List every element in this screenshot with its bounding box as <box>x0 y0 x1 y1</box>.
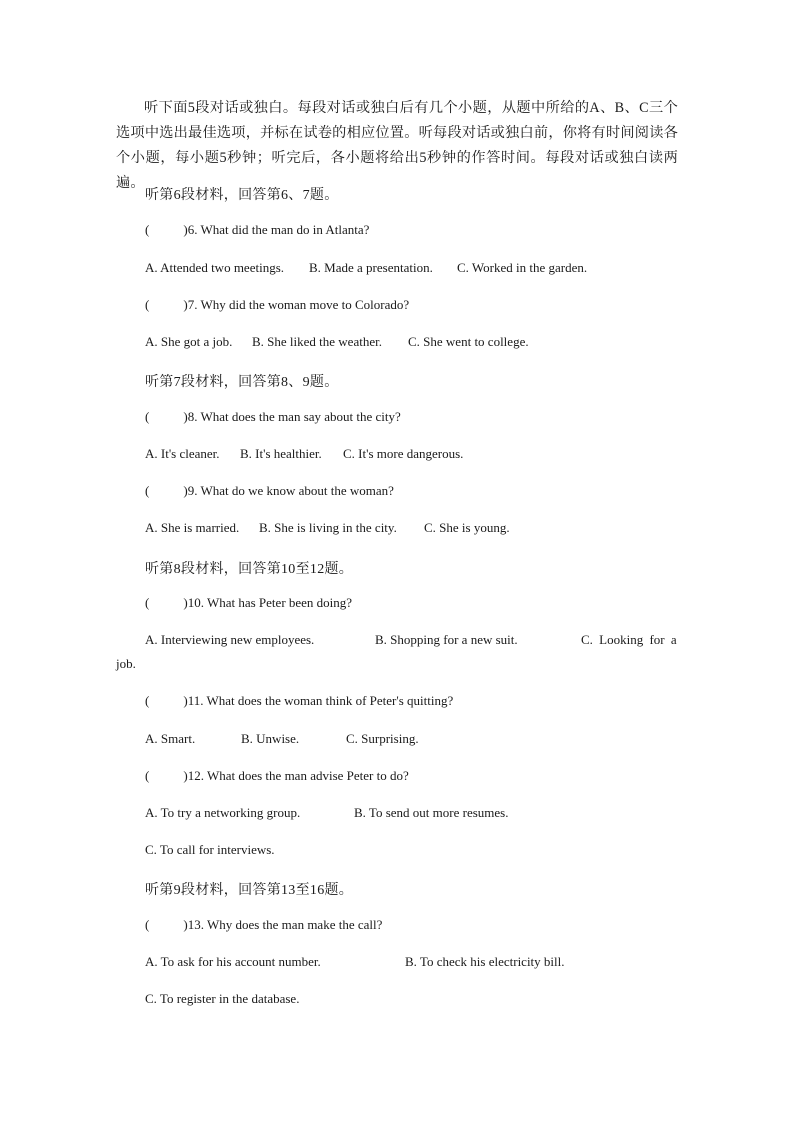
option-c: C. Surprising. <box>346 731 419 746</box>
option-a: A. To ask for his account number. <box>145 954 321 969</box>
question-text: 8. What does the man say about the city? <box>187 409 401 424</box>
option-c: C. She went to college. <box>408 334 529 349</box>
option-b: B. Shopping for a new suit. <box>375 632 518 647</box>
option-b: B. It's healthier. <box>240 446 322 461</box>
section-heading: 听第6段材料，回答第6、7题。 <box>145 188 339 203</box>
answer-paren-close: ) <box>183 409 188 424</box>
option-c: C. To register in the database. <box>145 991 300 1006</box>
question-text: 7. Why did the woman move to Colorado? <box>187 297 410 312</box>
option-a: A. Smart. <box>145 731 196 746</box>
question-9 <box>145 483 394 499</box>
option-b: B. Unwise. <box>241 731 300 746</box>
question-text: 13. Why does the man make the call? <box>187 917 383 932</box>
answer-paren-open: ( <box>145 917 150 932</box>
answer-paren-open: ( <box>145 595 150 610</box>
question-11 <box>145 693 453 709</box>
answer-paren-close: ) <box>183 917 188 932</box>
option-a: A. Interviewing new employees. <box>145 632 315 647</box>
question-12 <box>145 768 409 784</box>
question-text: 9. What do we know about the woman? <box>187 483 394 498</box>
answer-paren-close: ) <box>183 483 188 498</box>
section-heading: 听第7段材料，回答第8、9题。 <box>145 375 339 390</box>
answer-paren-close: ) <box>183 297 188 312</box>
answer-paren-open: ( <box>145 409 150 424</box>
answer-paren-close: ) <box>183 222 188 237</box>
option-c: C. To call for interviews. <box>145 842 275 857</box>
option-c: C. Worked in the garden. <box>457 260 588 275</box>
option-a: A. She is married. <box>145 520 240 535</box>
listening-instructions: 听下面5段对话或独白。每段对话或独白后有几个小题，从题中所给的A、B、C三个选项中选出最佳选项，并标在试卷的相应位置。听每段对话或独白前，你将有时间阅读各个小题，每小题5秒钟；听完后，各小题将给出5秒钟的作答时间。每段对话或独白读两遍。 <box>116 100 678 191</box>
answer-paren-open: ( <box>145 297 150 312</box>
option-a: A. To try a networking group. <box>145 805 301 820</box>
answer-paren-close: ) <box>183 768 188 783</box>
option-b: B. Made a presentation. <box>309 260 433 275</box>
question-7 <box>145 297 409 313</box>
answer-paren-open: ( <box>145 483 150 498</box>
answer-paren-open: ( <box>145 222 150 237</box>
answer-paren-open: ( <box>145 693 150 708</box>
option-b: B. To check his electricity bill. <box>405 954 565 969</box>
option-c: C. She is young. <box>424 520 510 535</box>
section-heading: 听第8段材料，回答第10至12题。 <box>145 562 354 577</box>
answer-paren-close: ) <box>183 693 188 708</box>
question-8 <box>145 409 401 425</box>
option-c: C. Looking for a <box>581 632 677 647</box>
option-a: A. It's cleaner. <box>145 446 220 461</box>
answer-paren-close: ) <box>183 595 188 610</box>
question-text: 10. What has Peter been doing? <box>187 595 353 610</box>
option-b: B. She liked the weather. <box>252 334 382 349</box>
section-heading: 听第9段材料，回答第13至16题。 <box>145 883 354 898</box>
question-text: 12. What does the man advise Peter to do? <box>187 768 409 783</box>
question-text: 11. What does the woman think of Peter's quitting? <box>187 693 454 708</box>
question-text: 6. What did the man do in Atlanta? <box>187 222 370 237</box>
option-b: B. She is living in the city. <box>259 520 397 535</box>
option-a: A. Attended two meetings. <box>145 260 285 275</box>
answer-paren-open: ( <box>145 768 150 783</box>
question-10 <box>145 595 352 611</box>
option-c-continuation: job. <box>116 656 136 671</box>
option-a: A. She got a job. <box>145 334 233 349</box>
question-6 <box>145 222 369 238</box>
option-c: C. It's more dangerous. <box>343 446 464 461</box>
option-b: B. To send out more resumes. <box>354 805 509 820</box>
question-13 <box>145 917 382 933</box>
